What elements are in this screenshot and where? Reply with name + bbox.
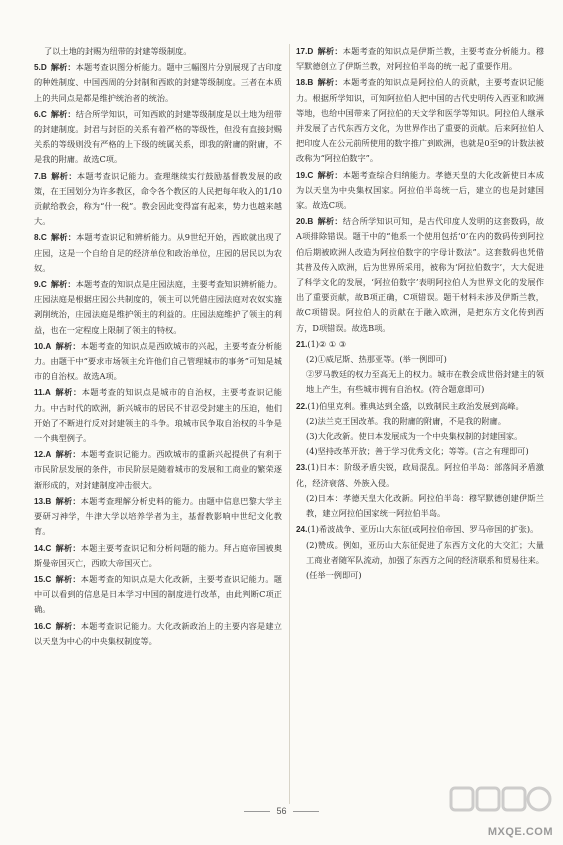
analysis-text: 本题考查的知识点是大化改新，主要考查识记能力。题中可以看到的信息是日本学习中国的制度进行改革，由此判断C项正确。 [34, 573, 282, 615]
answer-item [34, 494, 282, 540]
answer-number: 24. [296, 525, 308, 535]
answer-number: 10.A [34, 341, 52, 351]
analysis-label: 解析： [50, 63, 76, 73]
analysis-label: 解析： [55, 496, 81, 506]
answer-item-text [34, 277, 282, 338]
answer-number: 13.B [34, 496, 52, 506]
answer-number: 5.D [34, 63, 47, 73]
answer-part-text: (4)坚持改革开放；善于学习优秀文化；等等。(言之有理即可) [306, 446, 529, 457]
answer-item-text [296, 168, 544, 214]
intro-continuation [34, 44, 282, 59]
left-answer-list [34, 60, 282, 649]
answer-item [34, 619, 282, 649]
right-answer-list [296, 44, 544, 336]
answer-item-text [34, 541, 282, 571]
answer-item-text [34, 230, 282, 276]
answer-number: 18.B [296, 78, 314, 88]
subjective-answer-part [296, 538, 544, 584]
answer-number: 19.C [296, 170, 314, 180]
answer-item [296, 75, 544, 166]
answer-item [296, 44, 544, 74]
analysis-label: 解析： [55, 621, 81, 631]
page-number-dash-right [293, 811, 319, 812]
analysis-text: 本题考查的知识点是庄园法庭，主要考查知识辨析能力。庄园法庭是根据庄园公共制度的，领主可以凭借庄园法庭对农奴实施剥削统治，庄园法庭是维护领主的利益的。庄园法庭维护了领主的利益，也在一定程度上限制了领主的特权。 [34, 279, 282, 335]
subjective-answer-part [296, 352, 544, 367]
analysis-text: 本题考查的知识点是城市的自治权，主要考查识记能力。中古时代的欧洲，新兴城市的居民不甘忍受封建主的压迫，他们开始了不断进行反对封建领主的斗争。琅城市民争取自治权的斗争是一个典型例子。 [34, 387, 282, 444]
answer-item [34, 339, 282, 385]
answer-item-text [34, 385, 282, 446]
answer-item [34, 60, 282, 106]
answer-part-text: ②罗马教廷的权力至高无上的权力。城市在教会成世俗封建主的领地上产生，有些城市拥有自治权。(符合题意即可) [306, 369, 544, 395]
subjective-answer-part [296, 399, 544, 414]
analysis-text: 本题考查理解分析史料的能力。由题中信息巴黎大学主要研习神学，牛津大学以培养学者为主，基督教影响中世纪文化教育。 [34, 495, 282, 537]
analysis-label: 解析： [50, 171, 77, 181]
subjective-answer [296, 460, 544, 521]
answer-item [34, 572, 282, 618]
subjective-answer-part [296, 522, 544, 537]
answer-part-text: (1)伯里克利。雅典达到全盛，以致制民主政治发展到高峰。 [307, 400, 524, 411]
answer-number: 16.C [34, 621, 52, 631]
subjective-answer-part [296, 444, 544, 459]
analysis-text: 本题考查综合归纳能力。孝德天皇的大化改新使日本成为以天皇为中央集权国家。阿拉伯半岛统一后，建立的也是封建国家。故选C项。 [296, 169, 544, 211]
analysis-text: 本题考查识记能力。大化改新政治上的主要内容是建立以天皇为中心的中央集权制度等。 [34, 620, 282, 646]
answer-item-text [296, 75, 544, 166]
analysis-label: 解析： [55, 341, 81, 351]
subjective-answer-part [296, 414, 544, 429]
answer-number: 15.C [34, 574, 52, 584]
analysis-text: 本题考查识记能力。查理继续实行鼓励基督教发展的政策，在王国划分为许多教区，命令各个教区的人民把每年收入的1/10贡献给教会，称为“什一税”。教会因此变得富有起来，势力也越来越大。 [34, 170, 282, 227]
answer-item-text [34, 60, 282, 106]
answer-number: 23. [296, 463, 308, 473]
answer-number: 12.A [34, 450, 52, 460]
answer-number: 20.B [296, 217, 314, 227]
analysis-text: 结合所学知识可知，是古代印度人发明的这套数码，故A项排除错误。题干中的“他系一个使用包括‘0’在内的数码传到阿拉伯后期被欧洲人改造为阿拉伯数字的字母计数法”。这套数码也凭借其普及传入欧洲，后为世界所采用，被称为‘阿拉伯数字’，大大促进了科学文化的发展，‘阿拉伯数字’表明阿拉伯人为世界文化的发展作出了重要贡献，故B项正确，C项错误。题干材料未涉及伊斯兰教，故C项错误。阿拉伯人的贡献在于融入欧洲，是把东方文化传到西方，D项错误。故选B项。 [296, 216, 544, 333]
answer-item-text [34, 447, 282, 493]
answer-part-text: (1)日本：阶级矛盾尖锐，政局混乱。阿拉伯半岛：部落间矛盾激化，经济衰落、外族入侵。 [296, 462, 544, 488]
intro-text: 了以土地的封赐为纽带的封建等级制度。 [44, 46, 192, 56]
right-column [296, 44, 544, 805]
analysis-text: 本题考查的知识点是西欧城市的兴起，主要考查分析能力。由题干中“要求市场领主允许他们自己管理城市的事务”可知是城市的自治权。故选A项。 [34, 340, 282, 382]
analysis-label: 解析： [55, 450, 81, 460]
answer-item-text [34, 619, 282, 649]
answer-part-text: (3)大化改新。使日本发展成为一个中央集权制的封建国家。 [306, 431, 523, 442]
page-number-text: 56 [276, 806, 287, 816]
answer-number: 9.C [34, 280, 47, 290]
answer-item-text [296, 214, 544, 336]
analysis-text: 本题考查识记能力。西欧城市的重新兴起提供了有利于市民阶层发展的条件，市民阶层是随着城市的发展和工商业的繁荣逐渐形成的，对封建制度冲击很大。 [34, 449, 282, 490]
answer-item-text [34, 339, 282, 385]
analysis-label: 解析： [50, 109, 76, 119]
answer-number: 22. [296, 401, 308, 411]
analysis-text: 本题考查识图分析能力。题中三幅图片分别展现了古印度的种姓制度、中国西周的分封制和西欧的封建等级制度。三者在本质上的共同点是都是维护统治者的统治。 [34, 62, 282, 103]
answer-number: 8.C [34, 233, 47, 243]
answer-part-text: (2)赞成。例如，亚历山大东征促进了东西方文化的大交汇；大量工商业者随军队流动，加强了东西方之间的经济联系和贸易往来。(任举一例即可) [306, 539, 544, 580]
analysis-label: 解析： [317, 78, 343, 88]
answer-part-text: (1)② ① ③ [307, 338, 347, 349]
analysis-label: 解析： [50, 280, 76, 290]
analysis-label: 解析： [317, 47, 343, 56]
analysis-label: 解析： [55, 543, 81, 553]
analysis-text: 本题考查识记和辨析能力。从9世纪开始，西欧就出现了庄园，这是一个自给自足的经济单位和政治单位，庄园的居民以为农奴。 [34, 232, 282, 273]
answer-item [296, 168, 544, 214]
answer-item [34, 107, 282, 168]
analysis-label: 解析： [50, 233, 77, 243]
answer-item [34, 447, 282, 493]
answer-part-text: (2)法兰克王国改革。我的附庸的附庸，不是我的附庸。 [306, 415, 506, 426]
answer-part-text: (2)①威尼斯、热那亚等。(举一例即可) [306, 354, 447, 365]
subjective-answer-part [296, 367, 544, 397]
answer-number: 7.B [34, 171, 47, 181]
subjective-answer-part [296, 491, 544, 521]
answer-item-text [34, 572, 282, 618]
answer-number: 11.A [34, 388, 51, 398]
analysis-text: 本题考查的知识点是伊斯兰教，主要考查分析能力。穆罕默德创立了伊斯兰教，对阿拉伯半岛的统一起了重要作用。 [296, 46, 544, 72]
analysis-text: 结合所学知识，可知西欧的封建等级制度是以土地为纽带的封建制度。封君与封臣的关系有着严格的等级性，但没有直接封赐关系的等级则没有严格的上下级的统属关系，即我的附庸的附庸，不是我的附庸。故选C项。 [34, 108, 282, 165]
analysis-text: 本题考查的知识点是阿拉伯人的贡献，主要考查识记能力。根据所学知识，可知阿拉伯人把中国的古代史明传入西亚和欧洲等地，也给中国带来了阿拉伯的天文学和医学等知识。阿拉伯人继承并发展了古代东西方文化，为世界作出了重要的贡献。后来阿拉伯人把印度人在公元前所使用的数字推广到欧洲，也就是0至9的计数法被改称为“阿拉伯数字”。 [296, 77, 544, 164]
answer-item-text [34, 169, 282, 230]
analysis-label: 解析： [55, 574, 81, 584]
answer-item-text [34, 494, 282, 540]
answer-number: 6.C [34, 109, 47, 119]
answer-number: 17.D [296, 47, 314, 56]
answer-item [34, 541, 282, 571]
answer-item-text [296, 44, 544, 74]
subjective-answer [296, 337, 544, 398]
answer-item [296, 214, 544, 336]
page-number-dash-left [244, 811, 270, 812]
answer-item [34, 385, 282, 446]
subjective-answer [296, 399, 544, 460]
right-subjective-answers [296, 337, 544, 583]
analysis-label: 解析： [317, 170, 343, 180]
watermark-url: MXQE.COM [487, 826, 553, 838]
left-column [34, 44, 282, 805]
column-divider [289, 44, 290, 804]
subjective-answer [296, 522, 544, 583]
analysis-label: 解析： [54, 388, 82, 398]
answer-part-text: (1)希波战争、亚历山大东征(或阿拉伯帝国、罗马帝国的扩张)。 [307, 524, 539, 535]
analysis-label: 解析： [317, 217, 343, 227]
subjective-answer-part [296, 337, 544, 352]
answer-item [34, 230, 282, 276]
answer-item-text [34, 107, 282, 168]
analysis-text: 本题主要考查识记和分析问题的能力。拜占庭帝国被奥斯曼帝国灭亡，西欧大帝国灭亡。 [34, 542, 282, 568]
answer-part-text: (2)日本：孝德天皇大化改新。阿拉伯半岛：穆罕默德创建伊斯兰教，建立阿拉伯国家统一阿拉伯半岛。 [306, 492, 544, 519]
answer-number: 21. [296, 339, 308, 349]
answer-number: 14.C [34, 543, 52, 553]
subjective-answer-part [296, 429, 544, 444]
subjective-answer-part [296, 460, 544, 490]
answer-item [34, 169, 282, 230]
answer-item [34, 277, 282, 338]
